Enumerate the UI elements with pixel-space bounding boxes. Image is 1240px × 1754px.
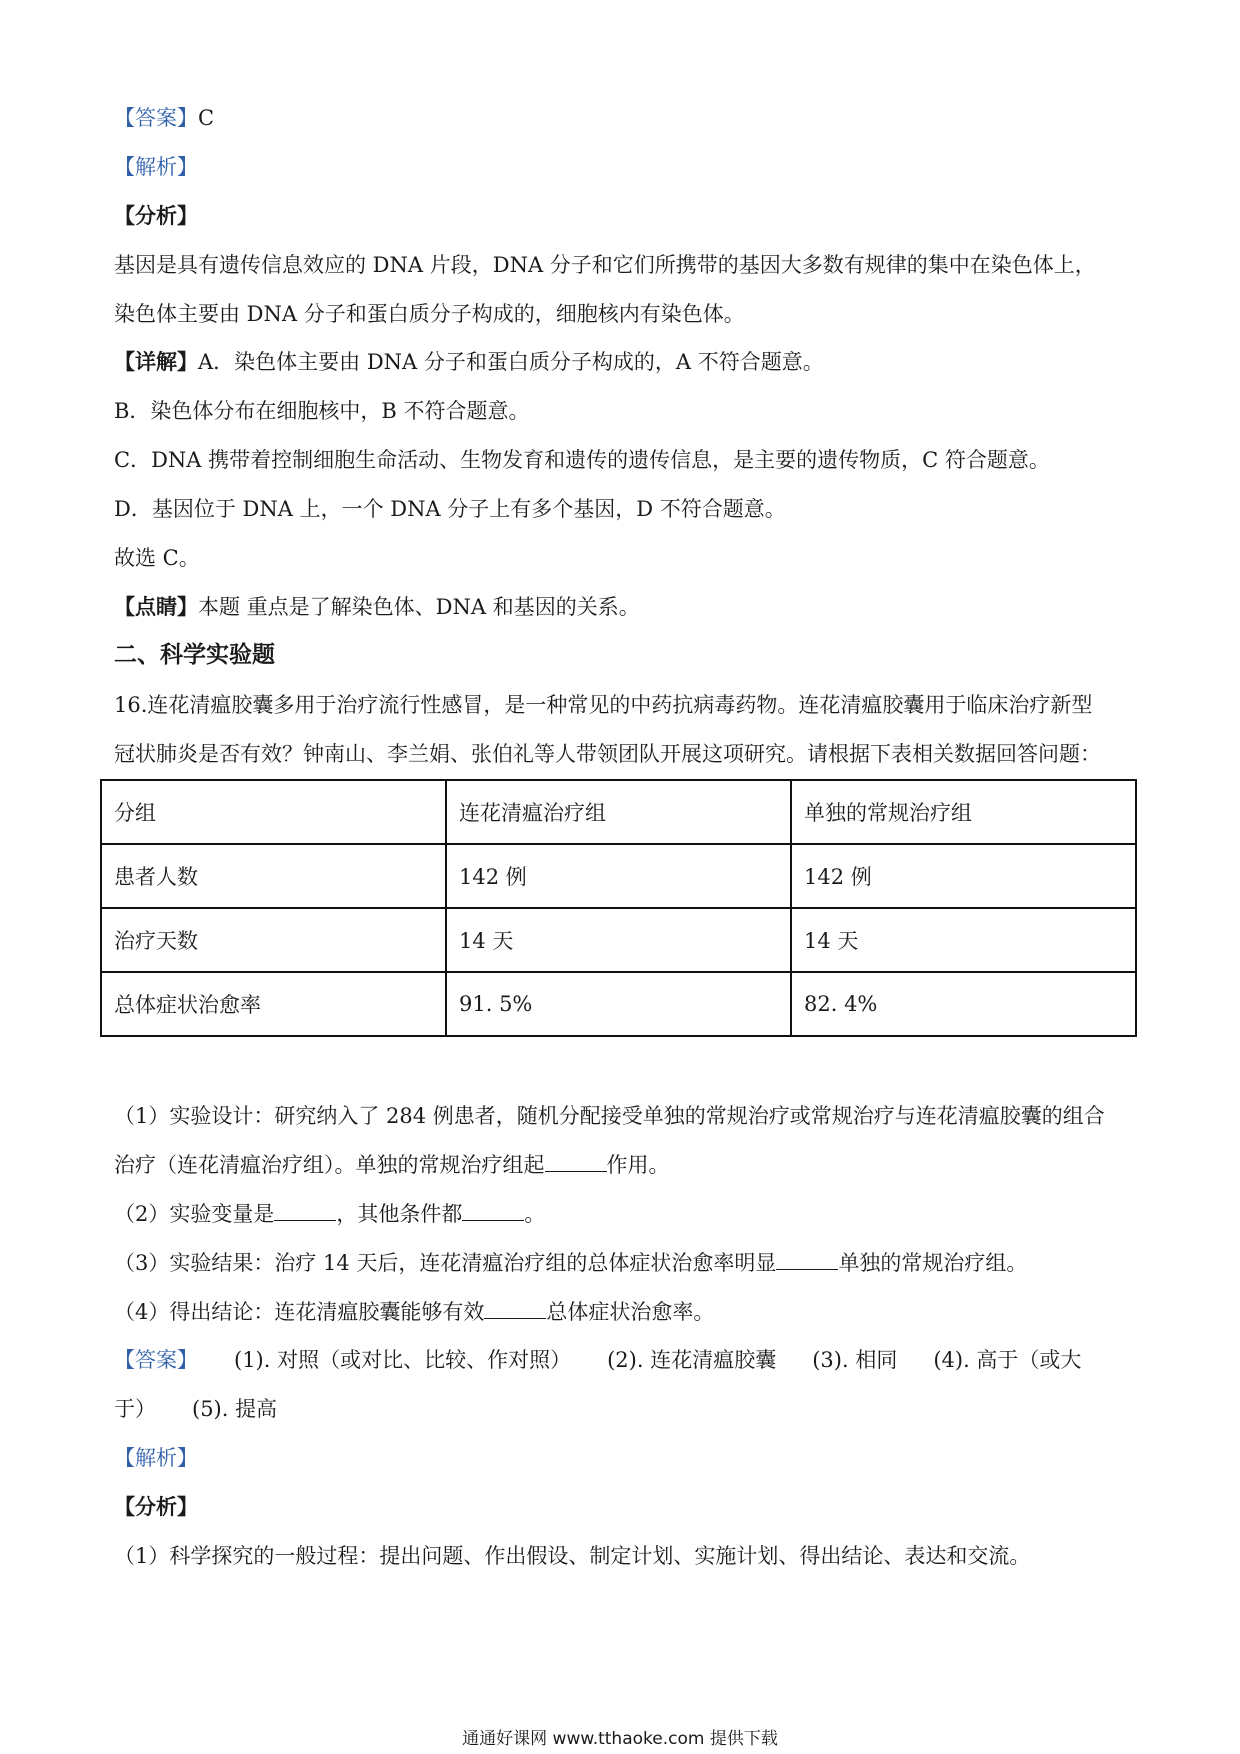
table-cell: 连花清瘟治疗组 bbox=[446, 780, 791, 844]
conclusion-line: 故选 C。 bbox=[114, 546, 200, 570]
sub-question-1-line2 bbox=[114, 1150, 670, 1180]
dianjing-tag: 【点睛】 bbox=[114, 594, 198, 619]
sub-question-text: （3）实验结果：治疗 14 天后，连花清瘟治疗组的总体症状治愈率明显 bbox=[114, 1251, 777, 1275]
answer-value: C bbox=[198, 106, 215, 130]
q16-answer-line2 bbox=[114, 1394, 277, 1424]
table-cell: 91. 5% bbox=[446, 972, 791, 1036]
sub-question-1-line: （1）实验设计：研究纳入了 284 例患者，随机分配接受单独的常规治疗或常规治疗与连花清瘟胶囊的组合 bbox=[114, 1104, 1105, 1128]
answer-item: (1). 对照（或对比、比较、作对照） bbox=[234, 1348, 572, 1372]
table-cell: 14 天 bbox=[446, 908, 791, 972]
sub-question-4 bbox=[114, 1297, 714, 1327]
section-title: 二、科学实验题 bbox=[114, 642, 275, 668]
table-cell: 142 例 bbox=[446, 844, 791, 908]
fenxi-text-line: 基因是具有遗传信息效应的 DNA 片段，DNA 分子和它们所携带的基因大多数有规律的集中在染色体上， bbox=[114, 253, 1096, 277]
sub-question-3 bbox=[114, 1248, 1027, 1278]
table-cell: 82. 4% bbox=[791, 972, 1136, 1036]
answer-item: (3). 相同 bbox=[812, 1348, 898, 1372]
table-row bbox=[101, 844, 1136, 908]
answer-tag: 【答案】 bbox=[114, 106, 198, 130]
table-cell: 治疗天数 bbox=[101, 908, 446, 972]
table-row bbox=[101, 908, 1136, 972]
answer-blank bbox=[274, 1200, 336, 1221]
answer-blank bbox=[776, 1249, 838, 1270]
sub-question-text: ，其他条件都 bbox=[336, 1202, 463, 1226]
sub-question-text: 治疗（连花清瘟治疗组）。单独的常规治疗组起 bbox=[114, 1153, 545, 1177]
table-cell: 分组 bbox=[101, 780, 446, 844]
table-cell: 14 天 bbox=[791, 908, 1136, 972]
sub-question-text: （4）得出结论：连花清瘟胶囊能够有效 bbox=[114, 1300, 485, 1324]
q15-answer-line bbox=[114, 103, 214, 133]
fenxi-text-line: 染色体主要由 DNA 分子和蛋白质分子构成的，细胞核内有染色体。 bbox=[114, 302, 745, 326]
table-cell: 单独的常规治疗组 bbox=[791, 780, 1136, 844]
sub-question-text: 作用。 bbox=[606, 1153, 670, 1177]
table-row bbox=[101, 972, 1136, 1036]
q16-stem-line: 冠状肺炎是否有效？钟南山、李兰娟、张伯礼等人带领团队开展这项研究。请根据下表相关数据回答问题： bbox=[114, 742, 1101, 766]
table-cell: 142 例 bbox=[791, 844, 1136, 908]
dianjing-line bbox=[114, 592, 640, 622]
table-cell: 总体症状治愈率 bbox=[101, 972, 446, 1036]
sub-question-text: 。 bbox=[524, 1202, 546, 1226]
answer-blank bbox=[484, 1298, 546, 1319]
detail-tag: 【详解】 bbox=[114, 349, 198, 374]
q16-answer-line bbox=[114, 1345, 1081, 1375]
answer-blank bbox=[545, 1151, 607, 1172]
fenxi-tag: 【分析】 bbox=[114, 203, 198, 228]
page-footer: 通通好课网 www.tthaoke.com 提供下载 bbox=[462, 1729, 778, 1749]
table-cell: 患者人数 bbox=[101, 844, 446, 908]
answer-item: 于） bbox=[114, 1397, 156, 1421]
detail-line-a bbox=[114, 347, 824, 377]
detail-line-d: D．基因位于 DNA 上，一个 DNA 分子上有多个基因，D 不符合题意。 bbox=[114, 497, 786, 521]
answer-item: (4). 高于（或大 bbox=[933, 1348, 1082, 1372]
sub-question-text: 单独的常规治疗组。 bbox=[838, 1251, 1028, 1275]
answer-tag: 【答案】 bbox=[114, 1348, 198, 1372]
fenxi-text-line: （1）科学探究的一般过程：提出问题、作出假设、制定计划、实施计划、得出结论、表达和交流。 bbox=[114, 1544, 1031, 1568]
data-table bbox=[100, 779, 1137, 1037]
answer-item: (2). 连花清瘟胶囊 bbox=[607, 1348, 777, 1372]
sub-question-2 bbox=[114, 1199, 545, 1229]
sub-question-text: 总体症状治愈率。 bbox=[546, 1300, 715, 1324]
dianjing-text: 本题 重点是了解染色体、DNA 和基因的关系。 bbox=[198, 595, 640, 619]
q16-stem-line: 16.连花清瘟胶囊多用于治疗流行性感冒，是一种常见的中药抗病毒药物。连花清瘟胶囊用于临床治疗新型 bbox=[114, 693, 1093, 717]
table-row bbox=[101, 780, 1136, 844]
detail-text: A．染色体主要由 DNA 分子和蛋白质分子构成的，A 不符合题意。 bbox=[198, 350, 824, 374]
analysis-tag: 【解析】 bbox=[114, 1446, 198, 1470]
analysis-tag: 【解析】 bbox=[114, 155, 198, 179]
sub-question-text: （2）实验变量是 bbox=[114, 1202, 275, 1226]
fenxi-tag: 【分析】 bbox=[114, 1494, 198, 1519]
detail-line-c: C．DNA 携带着控制细胞生命活动、生物发育和遗传的遗传信息，是主要的遗传物质，C 符合题意。 bbox=[114, 448, 1050, 472]
answer-item: (5). 提高 bbox=[192, 1397, 278, 1421]
detail-line-b: B．染色体分布在细胞核中，B 不符合题意。 bbox=[114, 399, 530, 423]
answer-blank bbox=[462, 1200, 524, 1221]
